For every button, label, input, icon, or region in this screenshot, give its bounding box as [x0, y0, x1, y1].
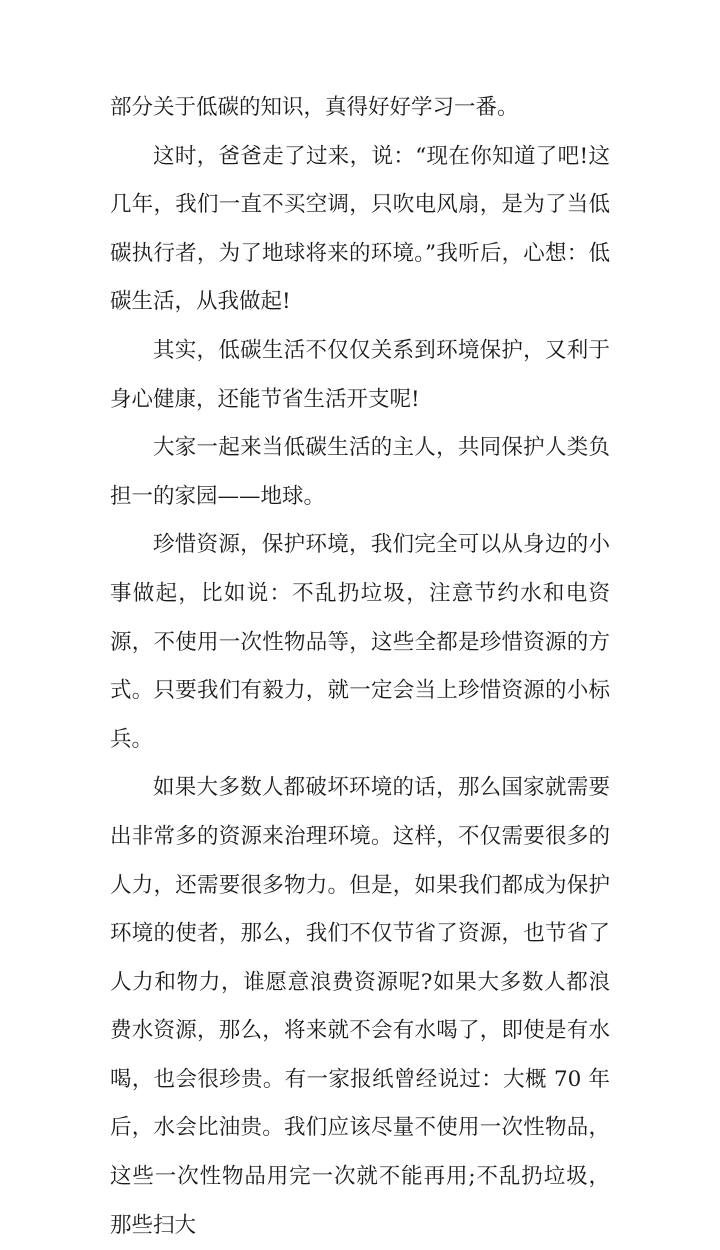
document-body [110, 84, 610, 1250]
paragraph-4: 大家一起来当低碳生活的主人，共同保护人类负担一的家园——地球。 [110, 435, 610, 509]
paragraph-3: 其实，低碳生活不仅仅关系到环境保护，又利于身心健康，还能节省生活开支呢! [110, 337, 610, 412]
paragraph-6: 如果大多数人都破坏环境的话，那么国家就需要出非常多的资源来治理环境。这样，不仅需要很多的人力，还需要很多物力。但是，如果我们都成为保护环境的使者，那么，我们不仅节省了资源，也节省了人力和物力，谁愿意浪费资源呢?如果大多数人都浪费水资源，那么，将来就不会有水喝了，即使是有水喝，也会很珍贵。有一家报纸曾经说过：大概 70 年后，水会比油贵。我们应该尽量不使用一次性物品，这些一次性物品用完一次就不能再用;不乱扔垃圾，那些扫大 [110, 775, 610, 1238]
paragraph-5: 珍惜资源，保护环境，我们完全可以从身边的小事做起，比如说：不乱扔垃圾，注意节约水和电资源，不使用一次性物品等，这些全都是珍惜资源的方式。只要我们有毅力，就一定会当上珍惜资源的小标兵。 [110, 532, 610, 752]
paragraph-1: 部分关于低碳的知识，真得好好学习一番。 [110, 95, 519, 120]
paragraph-2: 这时，爸爸走了过来，说：“现在你知道了吧!这几年，我们一直不买空调，只吹电风扇，是为了当低碳执行者，为了地球将来的环境。”我听后，心想：低碳生活，从我做起! [110, 143, 610, 315]
